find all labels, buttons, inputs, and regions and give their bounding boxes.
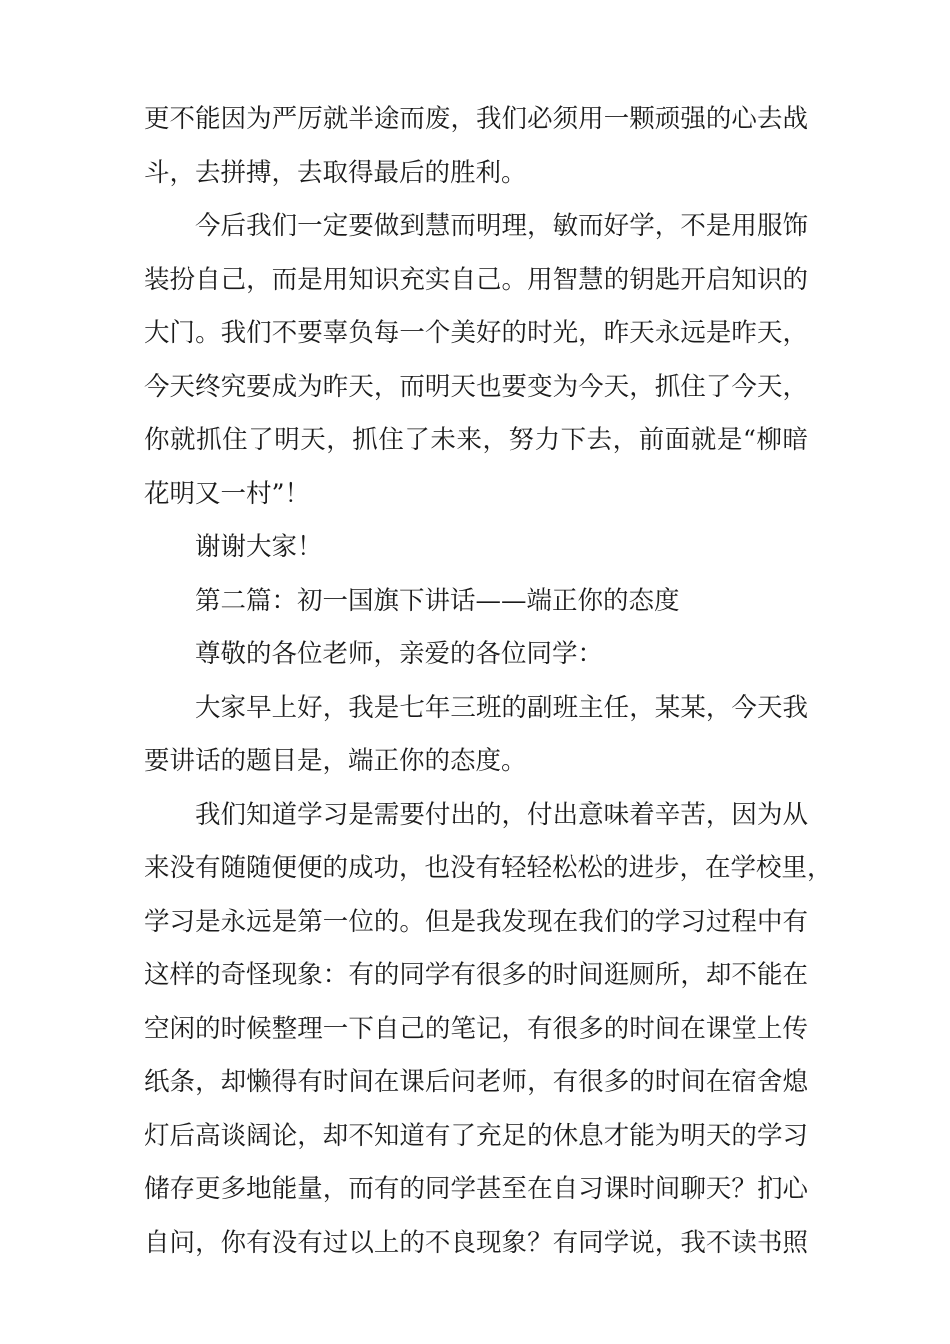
text-line: 纸条，却懒得有时间在课后问老师，有很多的时间在宿舍熄 (144, 1067, 808, 1097)
document-body (144, 93, 833, 1270)
closing-thanks (144, 521, 808, 575)
text-line: 来没有随随便便的成功，也没有轻轻松松的进步，在学校里， (144, 853, 833, 883)
text-line: 我们知道学习是需要付出的，付出意味着辛苦，因为从 (195, 799, 808, 830)
paragraph-intro (144, 682, 808, 789)
text-line: 装扮自己，而是用知识充实自己。用智慧的钥匙开启知识的 (144, 264, 808, 295)
text-line: 要讲话的题目是，端正你的态度。 (144, 746, 527, 776)
text-line: 今天终究要成为昨天，而明天也要变为今天，抓住了今天， (144, 371, 808, 402)
text-line: 灯后高谈阔论，却不知道有了充足的休息才能为明天的学习 (144, 1120, 808, 1151)
paragraph-1 (144, 93, 808, 200)
text-line: 花明又一村”！ (144, 478, 311, 509)
salutation (144, 628, 808, 682)
paragraph-2 (144, 200, 808, 521)
text-line: 你就抓住了明天，抓住了未来，努力下去，前面就是“柳暗 (144, 425, 808, 455)
section-heading (144, 575, 808, 629)
text-line: 储存更多地能量，而有的同学甚至在自习课时间聊天？扪心 (144, 1174, 808, 1204)
text-line: 第二篇：初一国旗下讲话——端正你的态度 (195, 585, 680, 616)
text-line: 大门。我们不要辜负每一个美好的时光，昨天永远是昨天， (144, 318, 808, 348)
text-line: 这样的奇怪现象：有的同学有很多的时间逛厕所，却不能在 (144, 960, 808, 990)
text-line: 谢谢大家！ (195, 532, 323, 562)
text-line: 学习是永远是第一位的。但是我发现在我们的学习过程中有 (144, 906, 808, 937)
text-line: 自问，你有没有过以上的不良现象？有同学说，我不读书照 (144, 1227, 808, 1258)
text-line: 斗，去拼搏，去取得最后的胜利。 (144, 157, 527, 188)
paragraph-body (144, 789, 833, 1271)
text-line: 尊敬的各位老师，亲爱的各位同学： (195, 639, 604, 669)
text-line: 更不能因为严厉就半途而废，我们必须用一颗顽强的心去战 (144, 104, 808, 134)
text-line: 今后我们一定要做到慧而明理，敏而好学，不是用服饰 (195, 211, 808, 241)
text-line: 空闲的时候整理一下自己的笔记，有很多的时间在课堂上传 (144, 1013, 808, 1044)
text-line: 大家早上好，我是七年三班的副班主任，某某，今天我 (195, 692, 808, 723)
